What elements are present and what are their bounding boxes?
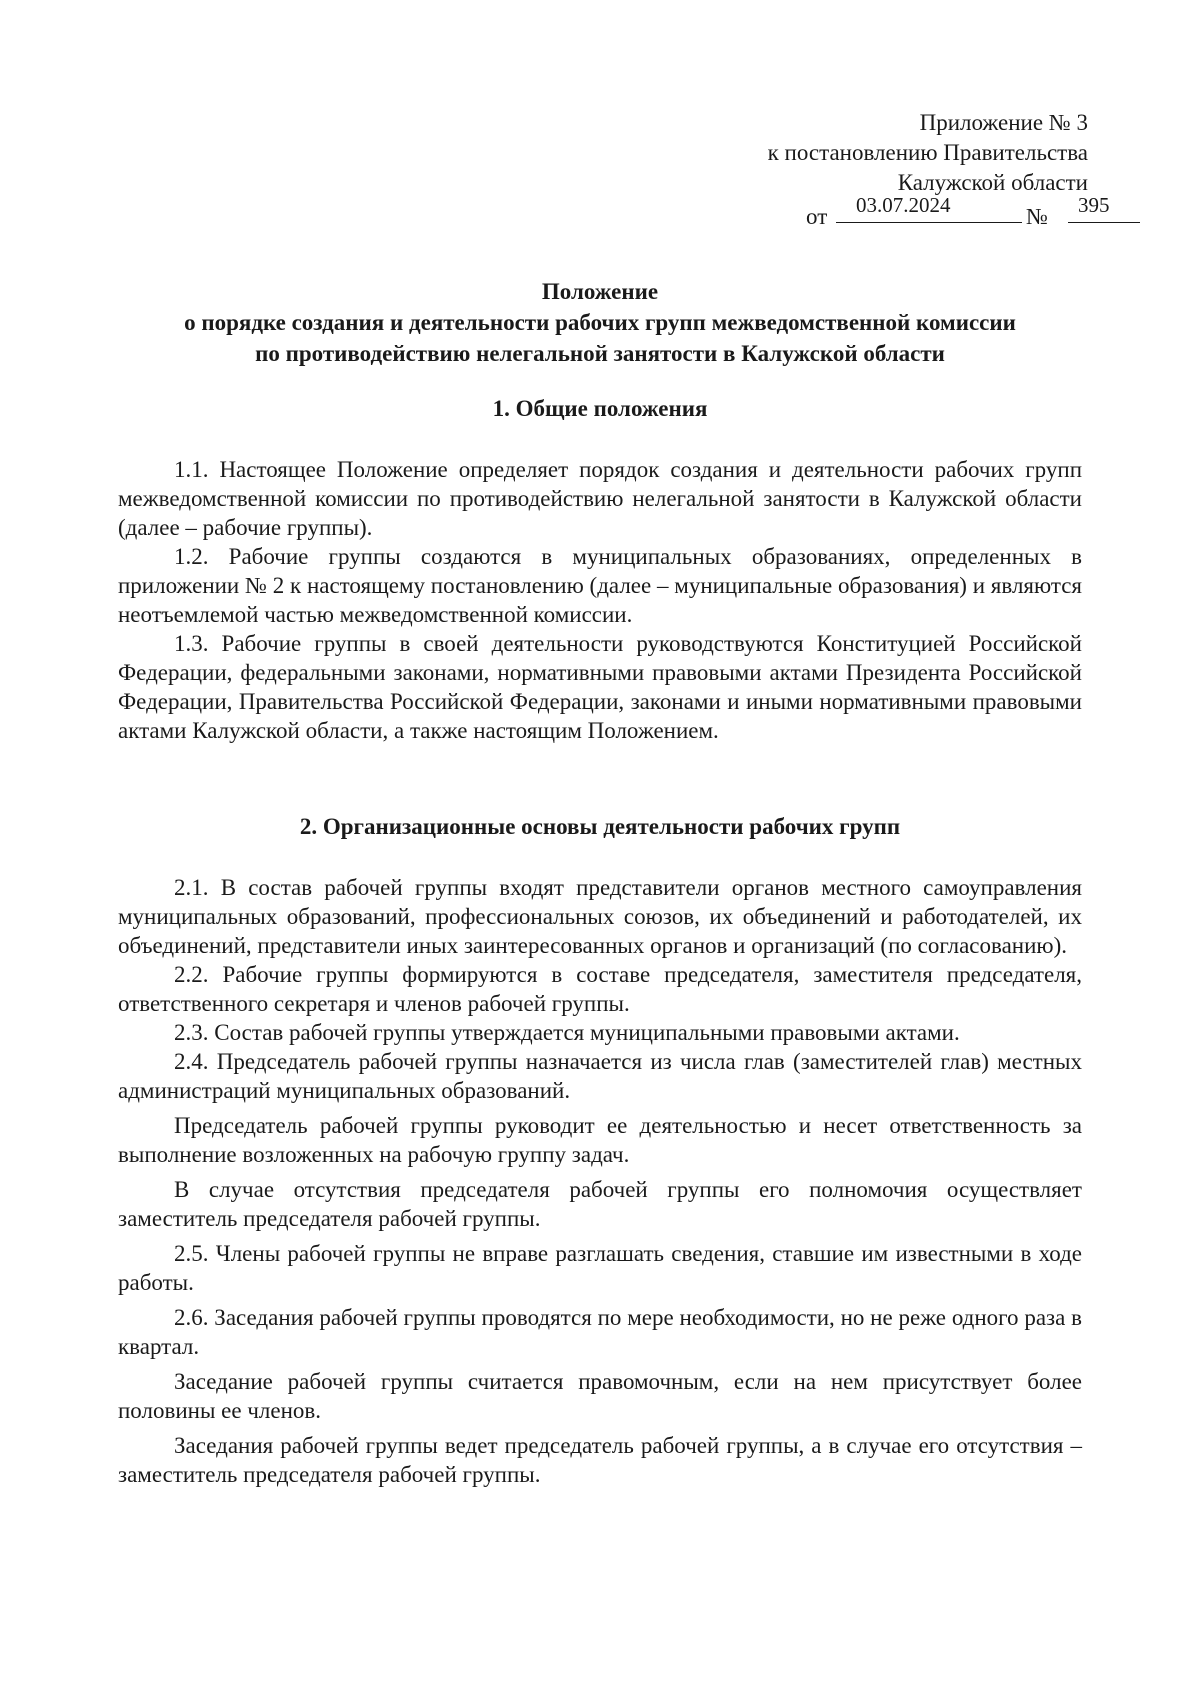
paragraph: 2.4. Председатель рабочей группы назначается из числа глав (заместителей глав) местных администраций муниципальных образований. <box>118 1049 1082 1103</box>
paragraph: 2.2. Рабочие группы формируются в составе председателя, заместителя председателя, ответственного секретаря и членов рабочей группы. <box>118 962 1082 1016</box>
appendix-reference <box>768 108 1088 198</box>
paragraph: Заседание рабочей группы считается правомочным, если на нем присутствует более половины ее членов. <box>118 1369 1082 1423</box>
number-label: № <box>1026 204 1048 229</box>
section-2-body <box>118 873 1082 1489</box>
paragraph: 1.3. Рабочие группы в своей деятельности руководствуются Конституцией Российской Федерации, федеральными законами, нормативными правовыми актами Президента Российской Федерации, Правительства Российской Федерации, законами и иными нормативными правовыми актами Калужской области, а также настоящим Положением. <box>118 631 1082 743</box>
appendix-line: Приложение № 3 <box>919 110 1088 135</box>
paragraph: Заседания рабочей группы ведет председатель рабочей группы, а в случае его отсутствия – заместитель председателя рабочей группы. <box>118 1433 1082 1487</box>
title-line: Положение <box>541 279 659 304</box>
paragraph: 2.1. В состав рабочей группы входят представители органов местного самоуправления муниципальных образований, профессиональных союзов, их объединений и работодателей, их объединений, представители иных заинтересованных органов и организаций (по согласованию). <box>118 875 1082 958</box>
title-line: о порядке создания и деятельности рабочих групп межведомственной комиссии <box>184 310 1016 335</box>
paragraph: В случае отсутствия председателя рабочей группы его полномочия осуществляет заместитель председателя рабочей группы. <box>118 1177 1082 1231</box>
paragraph: Председатель рабочей группы руководит ее деятельностью и несет ответственность за выполнение возложенных на рабочую группу задач. <box>118 1113 1082 1167</box>
paragraph: 1.1. Настоящее Положение определяет порядок создания и деятельности рабочих групп межведомственной комиссии по противодействию нелегальной занятости в Калужской области (далее – рабочие группы). <box>118 457 1082 540</box>
date-label: от <box>806 204 828 229</box>
section-2-heading: 2. Организационные основы деятельности рабочих групп <box>299 814 901 839</box>
title-line: по противодействию нелегальной занятости в Калужской области <box>255 341 945 366</box>
paragraph: 2.3. Состав рабочей группы утверждается муниципальными правовыми актами. <box>174 1020 960 1045</box>
section-1-heading: 1. Общие положения <box>492 396 708 421</box>
paragraph: 2.5. Члены рабочей группы не вправе разглашать сведения, ставшие им известными в ходе работы. <box>118 1241 1082 1295</box>
appendix-line: Калужской области <box>897 170 1088 195</box>
paragraph: 2.6. Заседания рабочей группы проводятся по мере необходимости, но не реже одного раза в квартал. <box>118 1305 1082 1359</box>
document-title <box>120 276 1080 369</box>
decree-date: 03.07.2024 <box>856 193 951 217</box>
decree-number: 395 <box>1078 193 1110 217</box>
appendix-line: к постановлению Правительства <box>767 140 1088 165</box>
section-1-body <box>118 455 1082 745</box>
paragraph: 1.2. Рабочие группы создаются в муниципальных образованиях, определенных в приложении № 2 к настоящему постановлению (далее – муниципальные образования) и являются неотъемлемой частью межведомственной комиссии. <box>118 544 1082 627</box>
